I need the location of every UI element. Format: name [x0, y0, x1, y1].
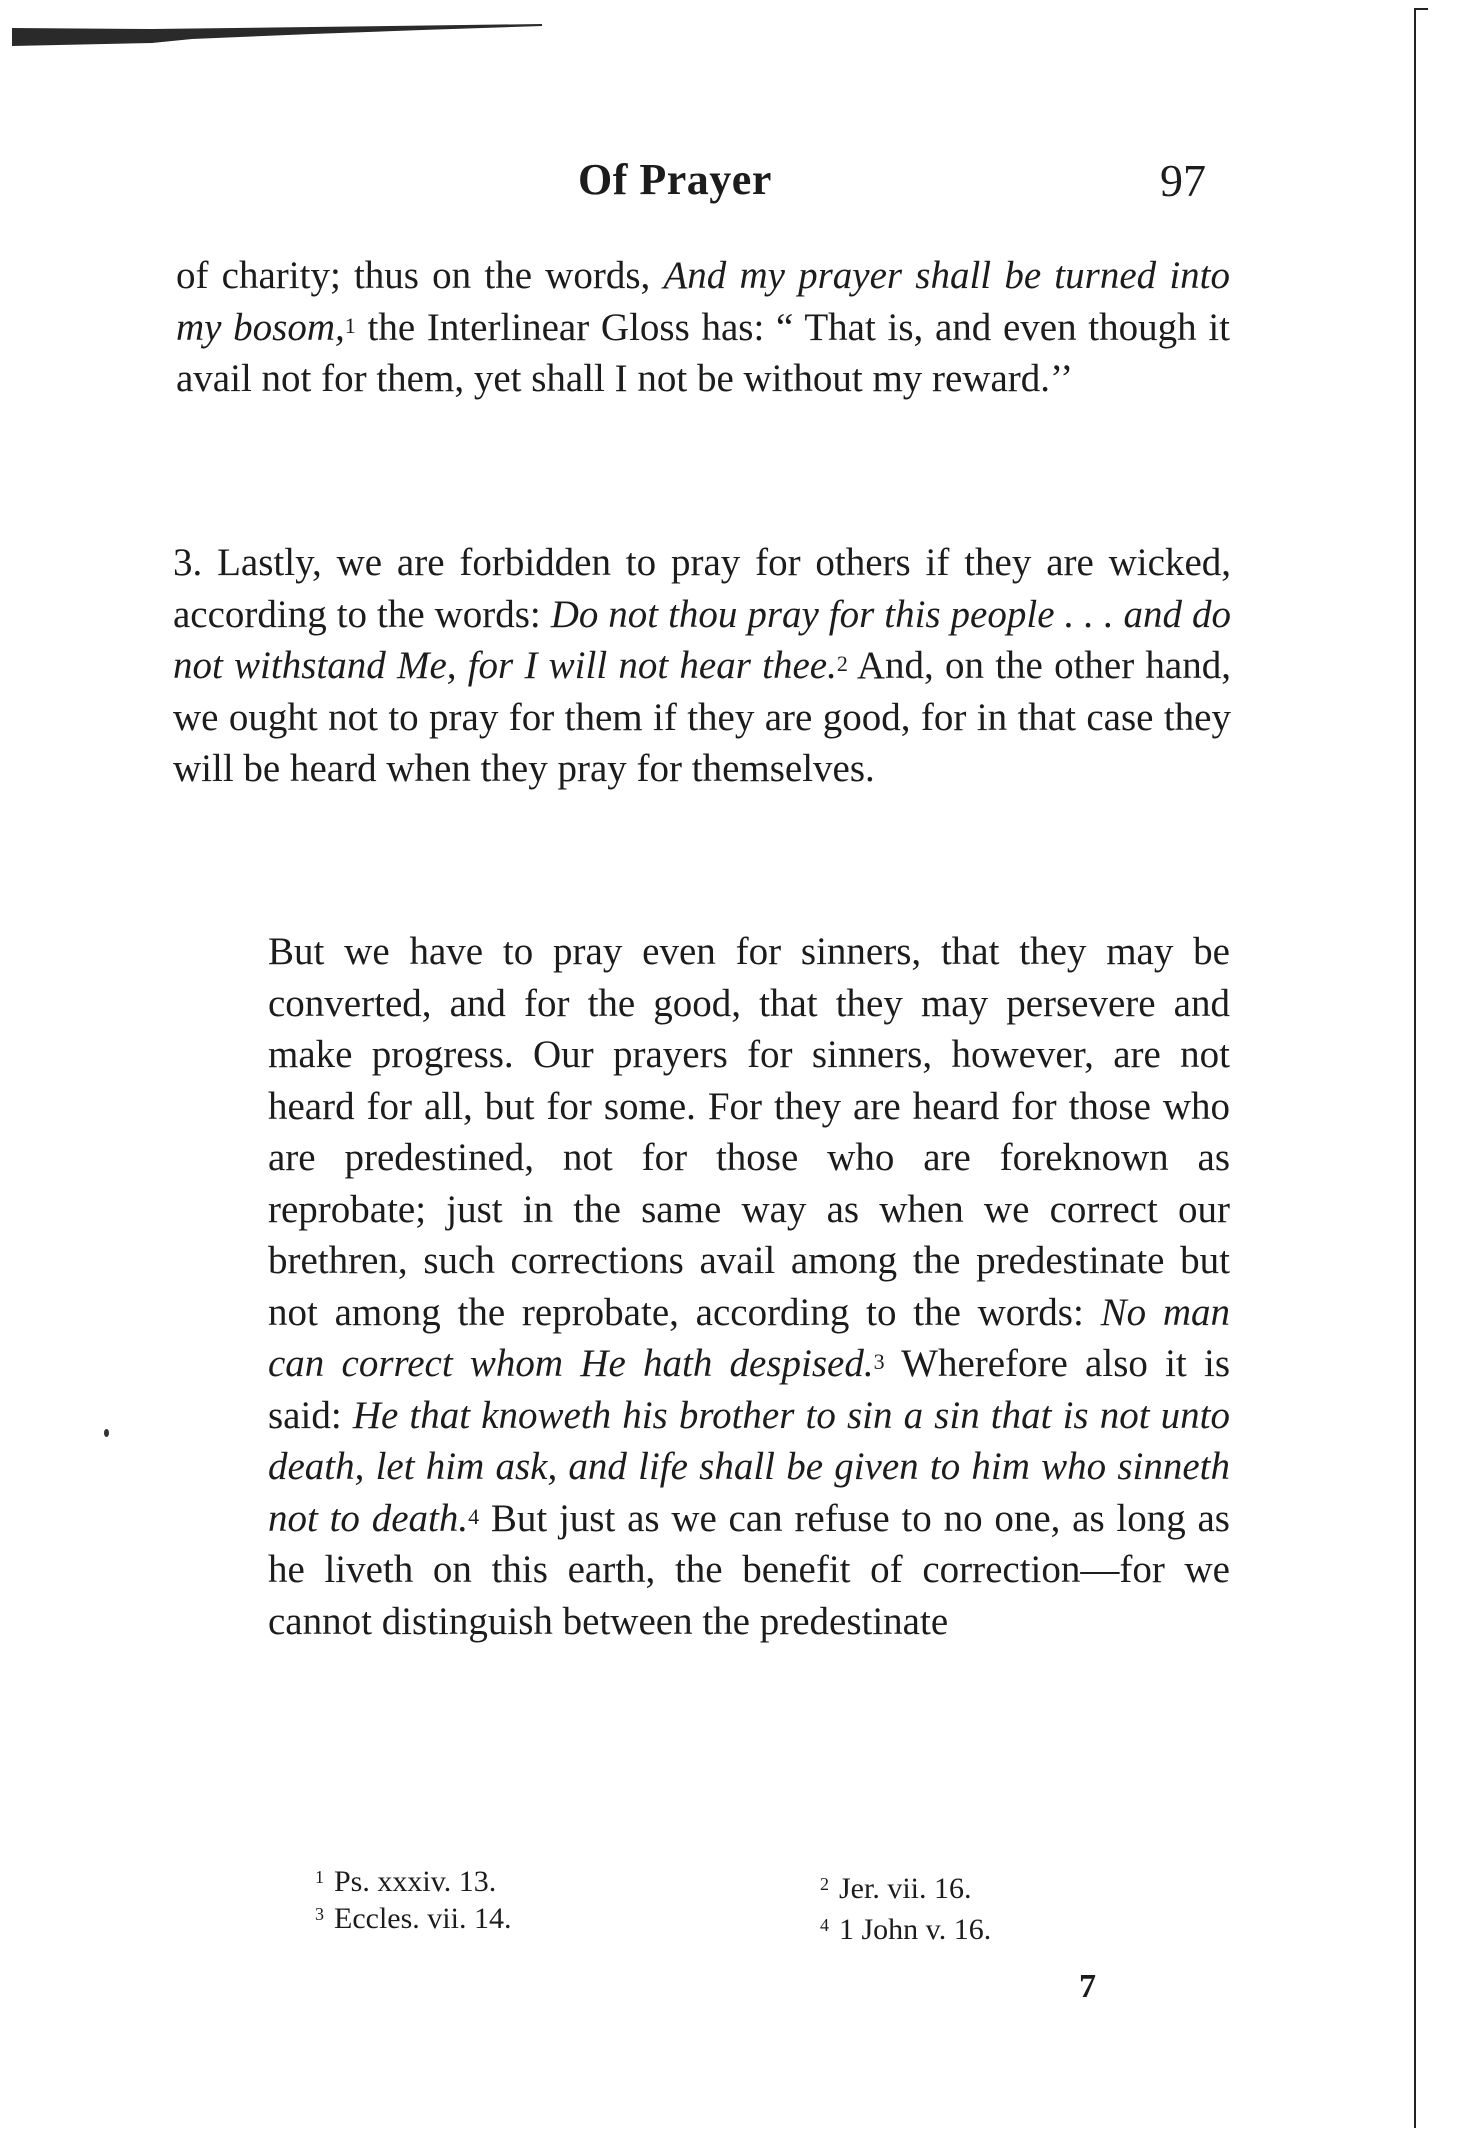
running-title: Of Prayer — [578, 155, 772, 204]
footnote-ref: 3 — [873, 1349, 885, 1374]
scripture-quote: No man can correct whom He hath despised. — [268, 1290, 1230, 1385]
footnote-2: $^2$ Jer. vii. 16. — [820, 1872, 972, 1905]
text-run: of charity; thus on the words, — [176, 254, 664, 297]
paragraph-1 — [176, 250, 1230, 405]
text-run: And, on the other hand, we ought not to pray for them if they are good, for in that case they will be heard when they pray for themselves. — [173, 644, 1231, 790]
page-edge-tick — [1414, 8, 1428, 10]
footnote-1: $^1$ Ps. xxxiv. 13. — [315, 1865, 497, 1898]
text-run: 3. Lastly, we are forbidden to pray for others if they are wicked, according to the words: — [173, 541, 1231, 636]
text-run: But we have to pray even for sinners, that they may be converted, and for the good, that they may persevere and make progress. Our prayers for sinners, however, are not heard for all, but for some. For they are heard for those who are predestined, not for those who are foreknown as reprobate; just in the same way as when we correct our brethren, such corrections avail among the predestinate but not among the reprobate, according to the words: — [268, 930, 1230, 1334]
footnote-4: $^4$ 1 John v. 16. — [820, 1913, 992, 1946]
paragraph-3 — [268, 926, 1230, 1647]
scripture-quote: And my prayer shall be turned into my bosom, — [176, 254, 1230, 349]
text-run: Wherefore also it is said: — [268, 1342, 1230, 1437]
scan-edge-mark — [12, 24, 542, 54]
footnote-3: $^3$ Eccles. vii. 14. — [315, 1902, 512, 1935]
text-run: the Interlinear Gloss has: “ That is, and even though it avail not for them, yet shall I not be without my reward.’’ — [176, 305, 1230, 400]
page-edge-rule — [1414, 8, 1416, 2128]
page-number: 97 — [1160, 155, 1206, 206]
stray-dot — [104, 1429, 109, 1437]
signature-mark: 7 — [1079, 1968, 1096, 2005]
paragraph-2 — [173, 537, 1231, 795]
scripture-quote: Do not thou pray for this people . . . and do not withstand Me, for I will not hear thee. — [173, 592, 1231, 687]
footnote-ref: 1 — [344, 312, 356, 338]
scripture-quote: He that knoweth his brother to sin a sin that is not unto death, let him ask, and life shall be given to him who sinneth not to death. — [268, 1393, 1230, 1540]
text-run: But just as we can refuse to no one, as long as he liveth on this earth, the benefit of correction—for we cannot distinguish between the predestinate — [268, 1496, 1230, 1643]
footnote-ref: 4 — [468, 1503, 480, 1529]
footnote-ref: 2 — [836, 651, 848, 676]
